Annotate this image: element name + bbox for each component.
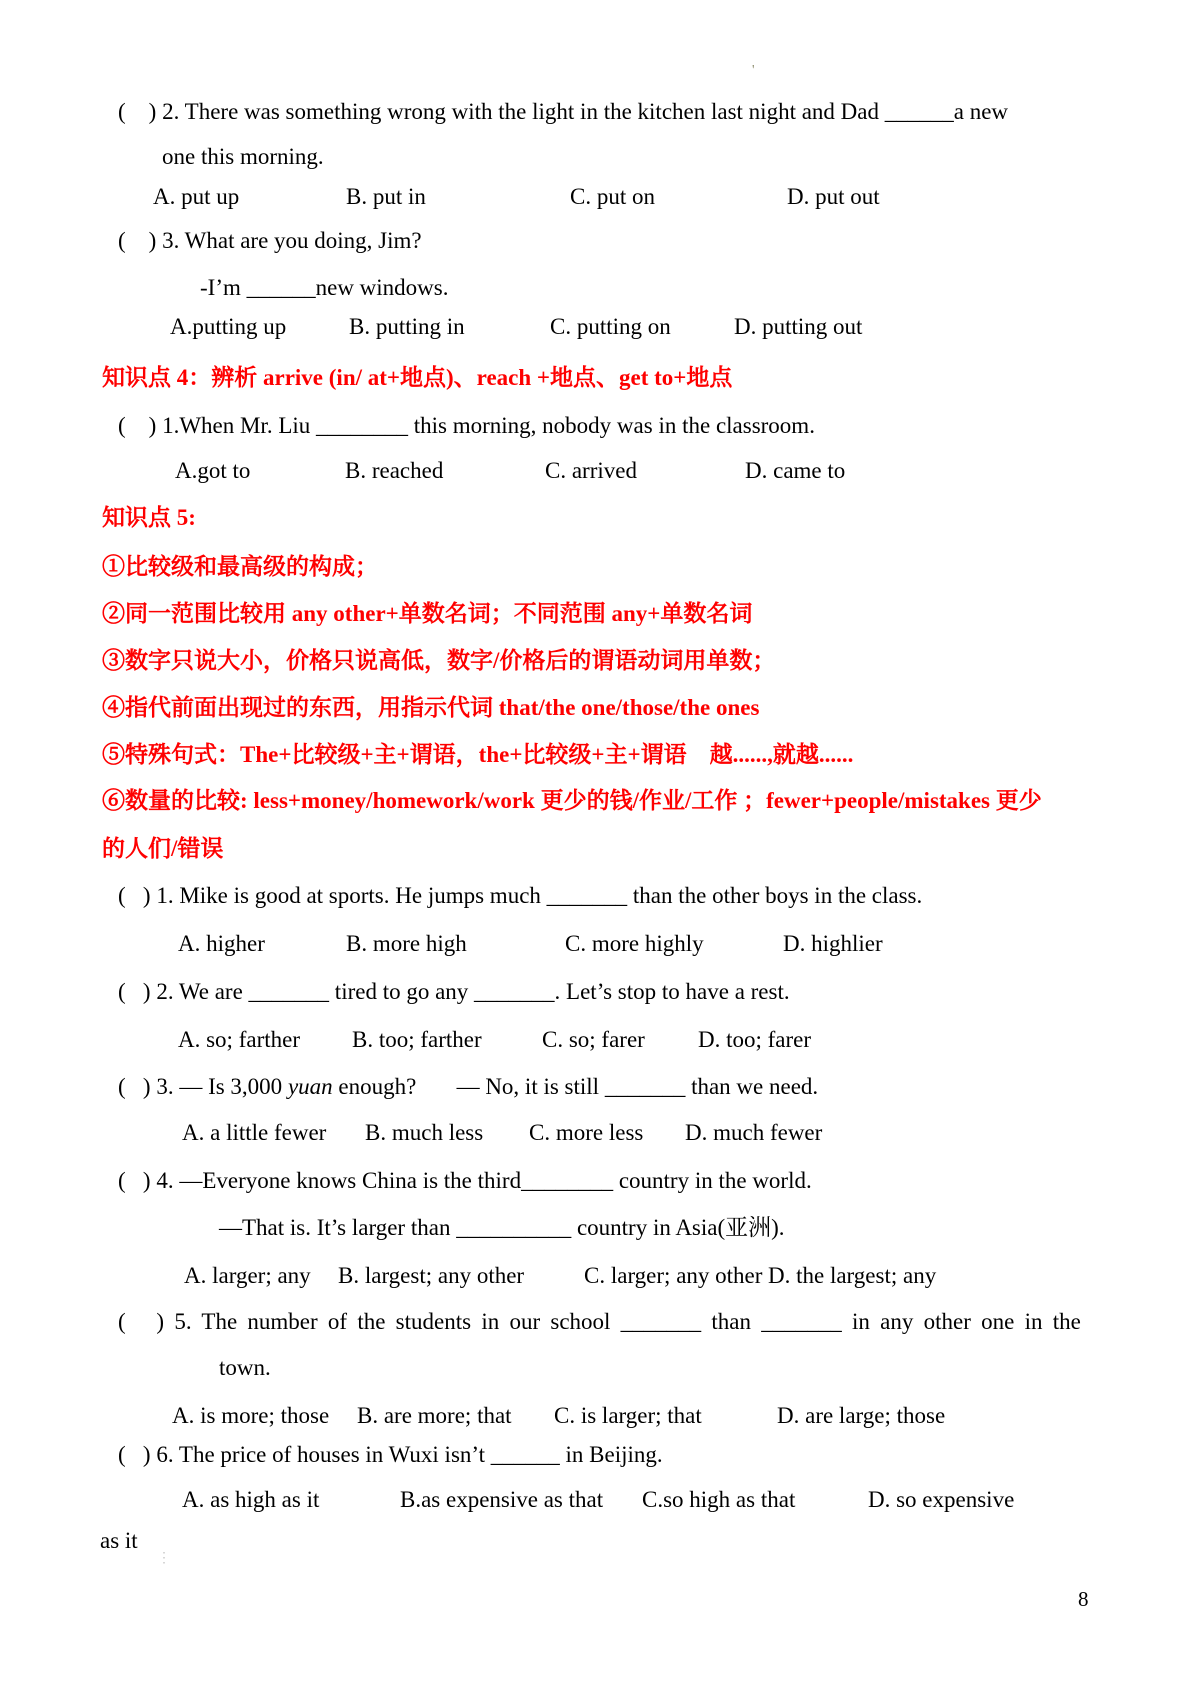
option-d: D. came to bbox=[745, 458, 846, 483]
option-c: C. putting on bbox=[550, 314, 671, 339]
option-a: A. a little fewer bbox=[182, 1120, 327, 1145]
option-a: A.got to bbox=[175, 458, 251, 483]
kp5-question-1-line-1: ( ) 1. Mike is good at sports. He jumps much _______ than the other boys in the class. bbox=[118, 883, 923, 908]
option-c: C. arrived bbox=[545, 458, 637, 483]
option-c: C. more highly bbox=[565, 931, 704, 956]
scan-artifact-bottom: ⋮ bbox=[157, 1551, 172, 1566]
kp5-question-3-suffix: enough? — No, it is still _______ than we need. bbox=[332, 1074, 819, 1099]
option-d: D. putting out bbox=[734, 314, 863, 339]
option-a: A. is more; those bbox=[172, 1403, 330, 1428]
option-c: C. more less bbox=[529, 1120, 644, 1145]
page-number: 8 bbox=[1078, 1587, 1089, 1611]
question-3-options-row bbox=[0, 312, 1200, 342]
option-d: D. are large; those bbox=[777, 1403, 946, 1428]
kp5-question-6-option-d-carry: as it bbox=[100, 1528, 138, 1553]
kp5-question-3-options-row bbox=[0, 1118, 1200, 1148]
option-a: A.putting up bbox=[170, 314, 287, 339]
option-b: B.as expensive as that bbox=[400, 1487, 604, 1512]
kp5-question-6-line-1: ( ) 6. The price of houses in Wuxi isn’t ______ in Beijing. bbox=[118, 1442, 663, 1467]
option-b: B. are more; that bbox=[357, 1403, 512, 1428]
kp5-point-5: ⑤特殊句式：The+比较级+主+谓语，the+比较级+主+谓语 越......,就越...... bbox=[102, 742, 854, 767]
option-b: B. much less bbox=[365, 1120, 484, 1145]
kp5-point-3: ③数字只说大小，价格只说高低，数字/价格后的谓语动词用单数； bbox=[102, 648, 776, 673]
kp5-question-2-line-1: ( ) 2. We are _______ tired to go any _______. Let’s stop to have a rest. bbox=[118, 979, 790, 1004]
option-a: A. higher bbox=[178, 931, 265, 956]
kp5-question-6-options-row bbox=[0, 1485, 1200, 1515]
kp5-point-1: ①比较级和最高级的构成； bbox=[102, 554, 378, 579]
kp5-question-2-options-row bbox=[0, 1025, 1200, 1055]
kp5-question-5-line-1: ( ) 5. The number of the students in our school _______ than _______ in any other one in the bbox=[118, 1309, 1081, 1334]
option-b: B. largest; any other bbox=[338, 1263, 525, 1288]
option-c: C.so high as that bbox=[642, 1487, 796, 1512]
option-c: C. so; farer bbox=[542, 1027, 645, 1052]
option-b: B. too; farther bbox=[352, 1027, 482, 1052]
option-d: D. much fewer bbox=[685, 1120, 823, 1145]
option-d: D. highlier bbox=[783, 931, 883, 956]
question-2-line-2: one this morning. bbox=[162, 144, 324, 169]
option-b: B. reached bbox=[345, 458, 444, 483]
kp5-question-5-line-2: town. bbox=[219, 1355, 271, 1380]
question-3-line-1: ( ) 3. What are you doing, Jim? bbox=[118, 228, 422, 253]
kp5-question-4-line-1: ( ) 4. —Everyone knows China is the third________ country in the world. bbox=[118, 1168, 812, 1193]
option-b: B. putting in bbox=[349, 314, 465, 339]
option-a: A. as high as it bbox=[182, 1487, 320, 1512]
option-a: A. so; farther bbox=[178, 1027, 300, 1052]
option-c: C. is larger; that bbox=[554, 1403, 702, 1428]
question-3-line-2: -I’m ______new windows. bbox=[200, 275, 449, 300]
knowledge-point-4-heading: 知识点 4：辨析 arrive (in/ at+地点)、reach +地点、get to+地点 bbox=[102, 365, 733, 390]
kp4-question-1-options-row bbox=[0, 456, 1200, 486]
option-b: B. more high bbox=[346, 931, 467, 956]
option-d: D. so expensive bbox=[868, 1487, 1015, 1512]
kp5-question-4-line-2: —That is. It’s larger than __________ country in Asia(亚洲). bbox=[219, 1215, 785, 1240]
kp5-question-3-line-1 bbox=[118, 1072, 818, 1102]
option-d: D. the largest; any bbox=[768, 1263, 937, 1288]
kp5-question-4-options-row bbox=[0, 1261, 1200, 1291]
kp5-question-5-options-row bbox=[0, 1401, 1200, 1431]
option-a: A. put up bbox=[153, 184, 240, 209]
kp4-question-1-line-1: ( ) 1.When Mr. Liu ________ this morning, nobody was in the classroom. bbox=[118, 413, 815, 438]
kp5-point-6: ⑥数量的比较: less+money/homework/work 更少的钱/作业/工作 ；fewer+people/mistakes 更少 bbox=[102, 788, 1042, 813]
kp5-point-6-continuation: 的人们/错误 bbox=[102, 836, 224, 861]
question-2-line-1: ( ) 2. There was something wrong with the light in the kitchen last night and Dad ______a new bbox=[118, 99, 1009, 124]
kp5-question-3-italic-yuan: yuan bbox=[287, 1074, 333, 1099]
option-b: B. put in bbox=[346, 184, 426, 209]
option-a: A. larger; any bbox=[184, 1263, 311, 1288]
kp5-question-3-prefix: ( ) 3. — Is 3,000 bbox=[118, 1074, 288, 1099]
knowledge-point-5-heading: 知识点 5: bbox=[102, 505, 196, 530]
option-d: D. too; farer bbox=[698, 1027, 812, 1052]
option-c: C. put on bbox=[570, 184, 655, 209]
option-d: D. put out bbox=[787, 184, 880, 209]
option-c: C. larger; any other bbox=[584, 1263, 763, 1288]
kp5-point-2: ②同一范围比较用 any other+单数名词；不同范围 any+单数名词 bbox=[102, 601, 753, 626]
kp5-question-1-options-row bbox=[0, 929, 1200, 959]
kp5-point-4: ④指代前面出现过的东西，用指示代词 that/the one/those/the ones bbox=[102, 695, 760, 720]
question-2-options-row bbox=[0, 182, 1200, 212]
scan-artifact-top: ' bbox=[752, 63, 755, 78]
